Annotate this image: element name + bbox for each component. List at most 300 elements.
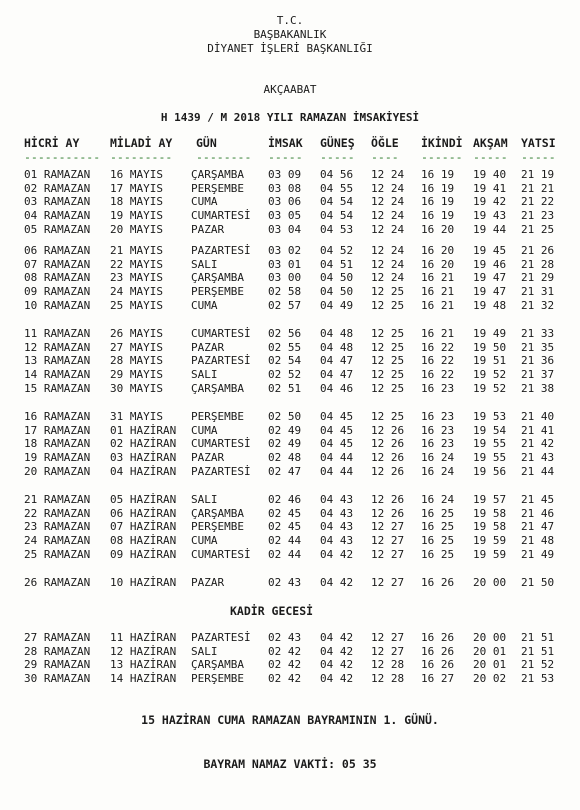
cell-i: 02 45: [268, 520, 302, 534]
cell-g: CUMARTESİ: [191, 209, 251, 223]
cell-g: CUMARTESİ: [191, 547, 251, 561]
cell-g: CUMA: [191, 534, 218, 548]
cell-a: 19 45: [473, 244, 507, 257]
cell-o: 12 25: [371, 285, 405, 299]
cell-g: PERŞEMBE: [191, 181, 244, 195]
cell-o: 12 24: [371, 168, 405, 181]
city-name: AKÇAABAT: [263, 83, 317, 96]
cell-o: 12 28: [371, 672, 405, 686]
cell-h: 19 RAMAZAN: [24, 451, 91, 465]
cell-o: 12 26: [371, 506, 405, 520]
cell-gu: 04 47: [320, 368, 354, 382]
table-row: [0, 576, 580, 589]
cell-y: 21 46: [521, 506, 555, 520]
cell-a: 19 58: [473, 506, 507, 520]
table-row: [0, 354, 580, 367]
cell-o: 12 27: [371, 631, 405, 644]
cell-m: 03 HAZİRAN: [110, 451, 177, 465]
col-ogle-label: ÖĞLE: [371, 136, 399, 150]
table-row: [0, 299, 580, 312]
col-divider: -----: [320, 150, 355, 164]
table-row: [0, 672, 580, 685]
cell-y: 21 51: [521, 644, 555, 658]
cell-a: 19 50: [473, 340, 507, 354]
cell-h: 21 RAMAZAN: [24, 493, 91, 506]
cell-a: 19 48: [473, 298, 507, 312]
cell-h: 29 RAMAZAN: [24, 658, 91, 672]
header-basbakanlik: BAŞBAKANLIK: [253, 28, 327, 41]
table-row: [0, 631, 580, 644]
cell-a: 19 49: [473, 327, 507, 340]
cell-i: 02 49: [268, 437, 302, 451]
cell-gu: 04 54: [320, 209, 354, 223]
cell-g: SALI: [191, 257, 218, 271]
cell-h: 02 RAMAZAN: [24, 181, 91, 195]
cell-i: 02 48: [268, 451, 302, 465]
table-row: [0, 507, 580, 520]
cell-ik: 16 25: [421, 520, 455, 534]
cell-m: 01 HAZİRAN: [110, 423, 177, 437]
cell-y: 21 36: [521, 354, 555, 368]
col-aksam-label: AKŞAM: [473, 136, 508, 150]
cell-y: 21 52: [521, 658, 555, 672]
cell-i: 02 58: [268, 285, 302, 299]
cell-y: 21 28: [521, 257, 555, 271]
cell-i: 03 08: [268, 181, 302, 195]
col-ikindi-label: İKİNDİ: [421, 136, 463, 150]
cell-gu: 04 50: [320, 271, 354, 285]
cell-m: 31 MAYIS: [110, 410, 163, 423]
cell-h: 04 RAMAZAN: [24, 209, 91, 223]
cell-h: 26 RAMAZAN: [24, 576, 91, 589]
cell-m: 24 MAYIS: [110, 285, 163, 299]
cell-h: 30 RAMAZAN: [24, 672, 91, 686]
cell-ik: 16 23: [421, 423, 455, 437]
cell-m: 23 MAYIS: [110, 271, 163, 285]
cell-h: 16 RAMAZAN: [24, 410, 91, 423]
cell-a: 19 43: [473, 209, 507, 223]
cell-o: 12 27: [371, 576, 405, 589]
cell-h: 18 RAMAZAN: [24, 437, 91, 451]
table-row: [0, 424, 580, 437]
cell-ik: 16 21: [421, 298, 455, 312]
cell-h: 25 RAMAZAN: [24, 547, 91, 561]
cell-g: CUMA: [191, 423, 218, 437]
cell-i: 02 45: [268, 506, 302, 520]
cell-g: CUMA: [191, 298, 218, 312]
cell-ik: 16 24: [421, 464, 455, 478]
cell-ik: 16 24: [421, 493, 455, 506]
table-row: [0, 327, 580, 340]
cell-gu: 04 50: [320, 285, 354, 299]
table-row: [0, 285, 580, 298]
cell-h: 27 RAMAZAN: [24, 631, 91, 644]
cell-y: 21 53: [521, 672, 555, 686]
cell-h: 20 RAMAZAN: [24, 464, 91, 478]
col-divider: ---------: [110, 150, 173, 164]
table-row: [0, 223, 580, 236]
bayram-namaz-time: BAYRAM NAMAZ VAKTİ: 05 35: [203, 757, 377, 771]
cell-o: 12 26: [371, 451, 405, 465]
header-tc: T.C.: [276, 14, 304, 27]
col-miladi-label: MİLADİ AY: [110, 136, 173, 150]
cell-g: CUMA: [191, 195, 218, 209]
col-divider: -----------: [24, 150, 101, 164]
cell-a: 19 40: [473, 168, 507, 181]
cell-i: 02 56: [268, 327, 302, 340]
cell-m: 10 HAZİRAN: [110, 576, 177, 589]
table-row: [0, 437, 580, 450]
cell-y: 21 48: [521, 534, 555, 548]
cell-y: 21 51: [521, 631, 555, 644]
cell-gu: 04 43: [320, 534, 354, 548]
cell-m: 14 HAZİRAN: [110, 672, 177, 686]
cell-i: 03 05: [268, 209, 302, 223]
cell-y: 21 45: [521, 493, 555, 506]
cell-h: 22 RAMAZAN: [24, 506, 91, 520]
cell-i: 02 54: [268, 354, 302, 368]
cell-ik: 16 26: [421, 576, 455, 589]
cell-a: 19 41: [473, 181, 507, 195]
table-row: [0, 368, 580, 381]
cell-ik: 16 25: [421, 534, 455, 548]
cell-ik: 16 19: [421, 209, 455, 223]
col-yatsi-label: YATSI: [521, 136, 556, 150]
cell-gu: 04 44: [320, 451, 354, 465]
cell-h: 12 RAMAZAN: [24, 340, 91, 354]
cell-ik: 16 25: [421, 547, 455, 561]
cell-h: 09 RAMAZAN: [24, 285, 91, 299]
cell-y: 21 32: [521, 298, 555, 312]
cell-m: 07 HAZİRAN: [110, 520, 177, 534]
cell-y: 21 37: [521, 368, 555, 382]
cell-m: 04 HAZİRAN: [110, 464, 177, 478]
cell-ik: 16 23: [421, 381, 455, 395]
cell-g: ÇARŞAMBA: [191, 381, 244, 395]
cell-a: 19 54: [473, 423, 507, 437]
cell-o: 12 27: [371, 520, 405, 534]
cell-a: 19 58: [473, 520, 507, 534]
header-diyanet: DİYANET İŞLERİ BAŞKANLIĞI: [207, 42, 373, 55]
cell-h: 28 RAMAZAN: [24, 644, 91, 658]
cell-h: 24 RAMAZAN: [24, 534, 91, 548]
table-row: [0, 182, 580, 195]
cell-i: 02 55: [268, 340, 302, 354]
cell-y: 21 23: [521, 209, 555, 223]
cell-m: 17 MAYIS: [110, 181, 163, 195]
cell-g: CUMARTESİ: [191, 327, 251, 340]
cell-a: 19 59: [473, 547, 507, 561]
cell-gu: 04 48: [320, 340, 354, 354]
cell-y: 21 42: [521, 437, 555, 451]
cell-gu: 04 42: [320, 672, 354, 686]
cell-g: PAZARTESİ: [191, 354, 251, 368]
cell-m: 22 MAYIS: [110, 257, 163, 271]
cell-g: PAZAR: [191, 576, 225, 589]
col-divider: -----: [473, 150, 508, 164]
table-row: [0, 658, 580, 671]
col-divider: --------: [196, 150, 252, 164]
cell-a: 19 57: [473, 493, 507, 506]
cell-g: PAZARTESİ: [191, 244, 251, 257]
cell-ik: 16 23: [421, 437, 455, 451]
cell-a: 19 56: [473, 464, 507, 478]
cell-ik: 16 24: [421, 451, 455, 465]
cell-o: 12 27: [371, 534, 405, 548]
cell-y: 21 29: [521, 271, 555, 285]
cell-y: 21 38: [521, 381, 555, 395]
cell-gu: 04 47: [320, 354, 354, 368]
cell-m: 30 MAYIS: [110, 381, 163, 395]
cell-o: 12 27: [371, 644, 405, 658]
cell-gu: 04 46: [320, 381, 354, 395]
cell-h: 23 RAMAZAN: [24, 520, 91, 534]
kadir-gecesi-label: KADİR GECESİ: [230, 604, 314, 618]
col-divider: -----: [268, 150, 303, 164]
cell-g: ÇARŞAMBA: [191, 271, 244, 285]
cell-g: PERŞEMBE: [191, 285, 244, 299]
cell-y: 21 31: [521, 285, 555, 299]
cell-i: 03 06: [268, 195, 302, 209]
cell-m: 12 HAZİRAN: [110, 644, 177, 658]
cell-i: 03 02: [268, 244, 302, 257]
cell-gu: 04 51: [320, 257, 354, 271]
cell-y: 21 19: [521, 168, 555, 181]
cell-h: 03 RAMAZAN: [24, 195, 91, 209]
cell-y: 21 41: [521, 423, 555, 437]
cell-gu: 04 45: [320, 423, 354, 437]
cell-h: 17 RAMAZAN: [24, 423, 91, 437]
cell-m: 09 HAZİRAN: [110, 547, 177, 561]
cell-i: 02 43: [268, 631, 302, 644]
cell-i: 02 42: [268, 672, 302, 686]
cell-a: 19 53: [473, 410, 507, 423]
cell-g: PAZAR: [191, 340, 225, 354]
col-aksam: [473, 136, 508, 162]
cell-y: 21 26: [521, 244, 555, 257]
cell-o: 12 25: [371, 327, 405, 340]
col-divider: ----: [371, 150, 399, 164]
bayram-note: 15 HAZİRAN CUMA RAMAZAN BAYRAMININ 1. GÜNÜ.: [141, 713, 439, 727]
table-row: [0, 534, 580, 547]
cell-ik: 16 22: [421, 354, 455, 368]
cell-gu: 04 55: [320, 181, 354, 195]
table-row: [0, 645, 580, 658]
cell-o: 12 25: [371, 340, 405, 354]
cell-ik: 16 26: [421, 644, 455, 658]
cell-y: 21 33: [521, 327, 555, 340]
cell-y: 21 49: [521, 547, 555, 561]
cell-o: 12 24: [371, 195, 405, 209]
cell-a: 19 47: [473, 271, 507, 285]
table-row: [0, 271, 580, 284]
cell-a: 19 55: [473, 437, 507, 451]
table-row: [0, 341, 580, 354]
cell-o: 12 28: [371, 658, 405, 672]
col-miladi: [110, 136, 172, 162]
cell-g: SALI: [191, 493, 218, 506]
cell-m: 08 HAZİRAN: [110, 534, 177, 548]
cell-gu: 04 45: [320, 410, 354, 423]
cell-g: PERŞEMBE: [191, 410, 244, 423]
cell-g: PAZARTESİ: [191, 631, 251, 644]
cell-h: 08 RAMAZAN: [24, 271, 91, 285]
cell-gu: 04 43: [320, 493, 354, 506]
cell-ik: 16 22: [421, 340, 455, 354]
cell-y: 21 40: [521, 410, 555, 423]
cell-h: 14 RAMAZAN: [24, 368, 91, 382]
cell-ik: 16 19: [421, 168, 455, 181]
cell-gu: 04 43: [320, 520, 354, 534]
table-row: [0, 520, 580, 533]
cell-g: ÇARŞAMBA: [191, 506, 244, 520]
cell-ik: 16 19: [421, 195, 455, 209]
cell-h: 10 RAMAZAN: [24, 298, 91, 312]
cell-ik: 16 20: [421, 222, 455, 236]
cell-gu: 04 45: [320, 437, 354, 451]
cell-o: 12 26: [371, 464, 405, 478]
cell-o: 12 27: [371, 547, 405, 561]
cell-m: 27 MAYIS: [110, 340, 163, 354]
cell-ik: 16 20: [421, 244, 455, 257]
cell-g: PERŞEMBE: [191, 520, 244, 534]
cell-i: 02 42: [268, 658, 302, 672]
cell-o: 12 25: [371, 410, 405, 423]
cell-ik: 16 26: [421, 631, 455, 644]
cell-m: 21 MAYIS: [110, 244, 163, 257]
cell-m: 16 MAYIS: [110, 168, 163, 181]
cell-a: 19 42: [473, 195, 507, 209]
cell-h: 06 RAMAZAN: [24, 244, 91, 257]
cell-o: 12 26: [371, 493, 405, 506]
cell-i: 02 42: [268, 644, 302, 658]
cell-o: 12 25: [371, 298, 405, 312]
col-hicri: [24, 136, 101, 164]
cell-o: 12 26: [371, 437, 405, 451]
cell-ik: 16 26: [421, 658, 455, 672]
cell-y: 21 25: [521, 222, 555, 236]
table-row: [0, 168, 580, 181]
cell-m: 06 HAZİRAN: [110, 506, 177, 520]
table-row: [0, 382, 580, 395]
cell-a: 20 01: [473, 658, 507, 672]
cell-i: 02 57: [268, 298, 302, 312]
cell-y: 21 44: [521, 464, 555, 478]
cell-g: ÇARŞAMBA: [191, 658, 244, 672]
cell-o: 12 25: [371, 368, 405, 382]
col-gun-label: GÜN: [196, 136, 217, 150]
cell-o: 12 25: [371, 354, 405, 368]
cell-h: 07 RAMAZAN: [24, 257, 91, 271]
cell-gu: 04 53: [320, 222, 354, 236]
cell-ik: 16 23: [421, 410, 455, 423]
cell-i: 02 52: [268, 368, 302, 382]
cell-ik: 16 27: [421, 672, 455, 686]
cell-m: 26 MAYIS: [110, 327, 163, 340]
table-row: [0, 451, 580, 464]
cell-o: 12 26: [371, 423, 405, 437]
cell-gu: 04 54: [320, 195, 354, 209]
cell-h: 05 RAMAZAN: [24, 222, 91, 236]
cell-m: 25 MAYIS: [110, 298, 163, 312]
page-title: H 1439 / M 2018 YILI RAMAZAN İMSAKİYESİ: [160, 111, 420, 124]
col-ogle: [371, 136, 399, 162]
cell-ik: 16 21: [421, 285, 455, 299]
cell-i: 03 04: [268, 222, 302, 236]
cell-y: 21 21: [521, 181, 555, 195]
cell-a: 20 01: [473, 644, 507, 658]
cell-a: 20 02: [473, 672, 507, 686]
cell-i: 02 47: [268, 464, 302, 478]
col-hicri-label: HİCRİ AY: [24, 136, 80, 150]
cell-ik: 16 20: [421, 257, 455, 271]
cell-ik: 16 21: [421, 327, 455, 340]
cell-gu: 04 42: [320, 547, 354, 561]
col-gunes-label: GÜNEŞ: [320, 136, 355, 150]
table-row: [0, 209, 580, 222]
cell-h: 13 RAMAZAN: [24, 354, 91, 368]
col-gunes: [320, 136, 355, 162]
cell-gu: 04 42: [320, 631, 354, 644]
cell-m: 05 HAZİRAN: [110, 493, 177, 506]
cell-ik: 16 21: [421, 271, 455, 285]
cell-y: 21 47: [521, 520, 555, 534]
cell-a: 20 00: [473, 576, 507, 589]
table-row: [0, 410, 580, 423]
cell-a: 19 47: [473, 285, 507, 299]
cell-gu: 04 49: [320, 298, 354, 312]
cell-i: 02 43: [268, 576, 302, 589]
col-divider: -----: [521, 150, 556, 164]
cell-m: 19 MAYIS: [110, 209, 163, 223]
cell-i: 02 44: [268, 534, 302, 548]
cell-i: 02 49: [268, 423, 302, 437]
cell-a: 19 51: [473, 354, 507, 368]
cell-g: SALI: [191, 644, 218, 658]
cell-o: 12 25: [371, 381, 405, 395]
cell-gu: 04 56: [320, 168, 354, 181]
cell-i: 03 09: [268, 168, 302, 181]
cell-m: 18 MAYIS: [110, 195, 163, 209]
cell-i: 02 46: [268, 493, 302, 506]
cell-y: 21 50: [521, 576, 555, 589]
col-divider: ------: [421, 150, 463, 164]
cell-a: 20 00: [473, 631, 507, 644]
cell-o: 12 24: [371, 271, 405, 285]
cell-o: 12 24: [371, 244, 405, 257]
col-imsak-label: İMSAK: [268, 136, 303, 150]
cell-g: CUMARTESİ: [191, 437, 251, 451]
cell-h: 01 RAMAZAN: [24, 168, 91, 181]
cell-a: 19 44: [473, 222, 507, 236]
cell-i: 03 00: [268, 271, 302, 285]
cell-gu: 04 42: [320, 658, 354, 672]
cell-a: 19 46: [473, 257, 507, 271]
cell-h: 11 RAMAZAN: [24, 327, 91, 340]
cell-m: 29 MAYIS: [110, 368, 163, 382]
cell-g: PAZAR: [191, 451, 225, 465]
table-row: [0, 195, 580, 208]
table-row: [0, 244, 580, 257]
cell-ik: 16 19: [421, 181, 455, 195]
col-yatsi: [521, 136, 556, 162]
cell-m: 20 MAYIS: [110, 222, 163, 236]
cell-g: ÇARŞAMBA: [191, 168, 244, 181]
cell-m: 28 MAYIS: [110, 354, 163, 368]
cell-i: 02 51: [268, 381, 302, 395]
cell-y: 21 35: [521, 340, 555, 354]
cell-y: 21 43: [521, 451, 555, 465]
